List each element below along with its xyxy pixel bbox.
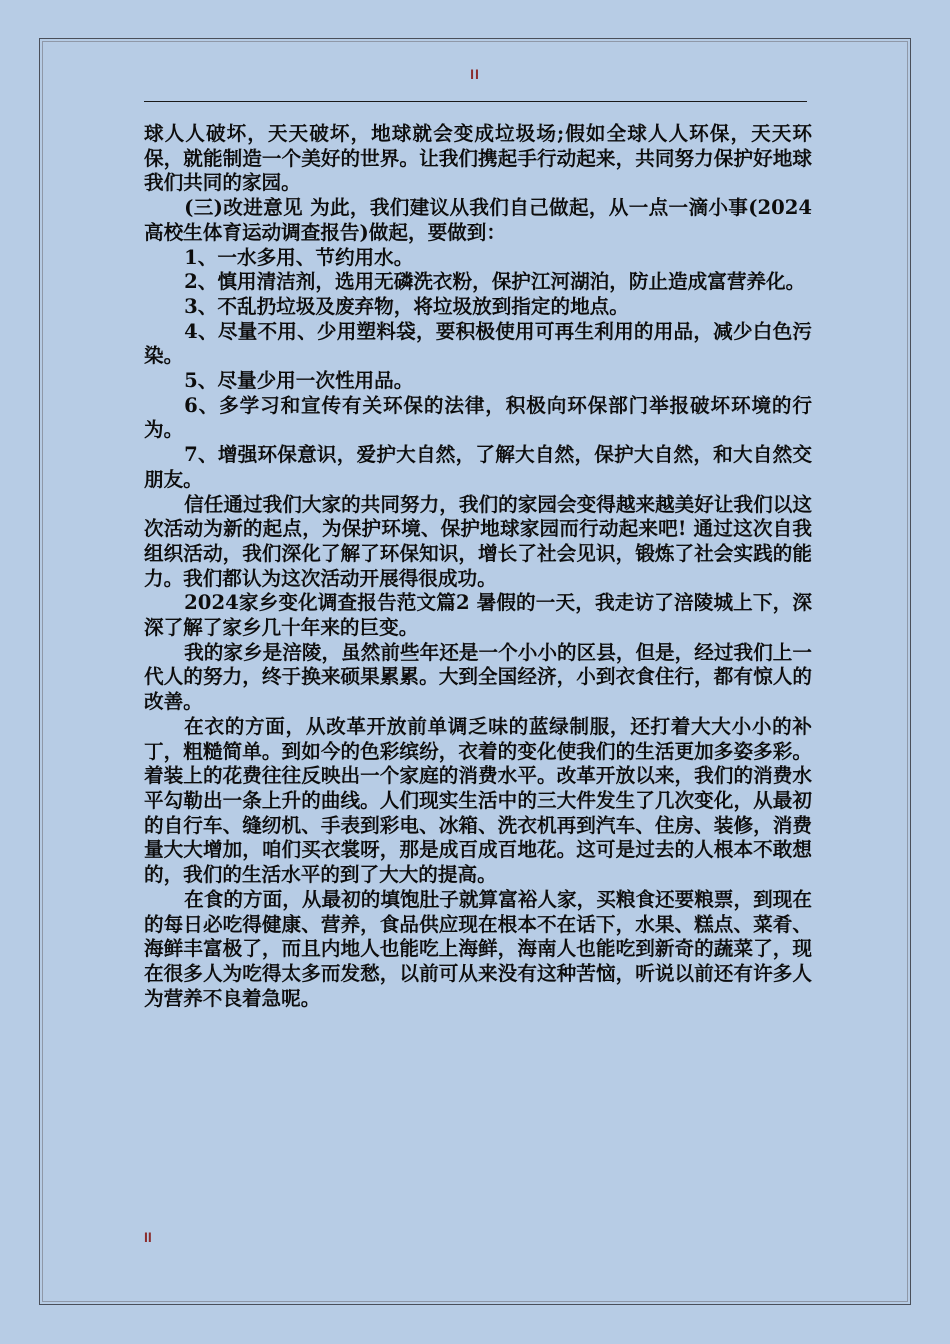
paragraph: 我的家乡是涪陵，虽然前些年还是一个小小的区县，但是，经过我们上一代人的努力，终于换来硕果累累。大到全国经济，小到衣食住行，都有惊人的改善。 [144,640,812,714]
list-item: 6、多学习和宣传有关环保的法律，积极向环保部门举报破坏环境的行为。 [144,393,812,442]
list-item: 2、慎用清洁剂，选用无磷洗衣粉，保护江河湖泊，防止造成富营养化。 [184,270,806,294]
header-mark: II [470,66,480,82]
list-item: 7、增强环保意识，爱护大自然，了解大自然，保护大自然，和大自然交朋友。 [144,443,812,491]
document-body [144,122,812,1011]
header-divider [144,101,807,102]
list-item: 1、一水多用、节约用水。 [184,245,414,269]
paragraph: 球人人破坏，天天破坏，地球就会变成垃圾场;假如全球人人环保，天天环保，就能制造一个美好的世界。让我们携起手行动起来，共同努力保护好地球 我们共同的家园。 [144,122,812,195]
list-item: 4、尽量不用、少用塑料袋，要积极使用可再生利用的用品，减少白色污染。 [144,319,812,368]
paragraph: (三)改进意见 为此，我们建议从我们自己做起，从一点一滴小事(2024高校生体育运动调查报告)做起，要做到： [144,196,812,244]
list-item: 5、尽量少用一次性用品。 [184,369,414,393]
paragraph: 在食的方面，从最初的填饱肚子就算富裕人家，买粮食还要粮票，到现在的每日必吃得健康、营养，食品供应现在根本不在话下，水果、糕点、菜肴、海鲜丰富极了，而且内地人也能吃上海鲜，海南人也能吃到新奇的蔬菜了，现在很多人为吃得太多而发愁，以前可从来没有这种苦恼，听说以前还有许多人为营养不良着急呢。 [144,887,812,1010]
paragraph: 2024家乡变化调查报告范文篇2 暑假的一天，我走访了涪陵城上下，深深了解了家乡几十年来的巨变。 [144,591,812,640]
list-item: 3、不乱扔垃圾及废弃物，将垃圾放到指定的地点。 [184,294,629,318]
footer-mark: II [144,1229,152,1245]
paragraph: 信任通过我们大家的共同努力，我们的家园会变得越来越美好让我们以这次活动为新的起点，为保护环境、保护地球家园而行动起来吧! 通过这次自我组织活动，我们深化了解了环保知识，增长了社会见识，锻炼了社会实践的能力。我们都认为这次活动开展得很成功。 [144,492,812,590]
paragraph: 在衣的方面，从改革开放前单调乏味的蓝绿制服，还打着大大小小的补丁，粗糙简单。到如今的色彩缤纷，衣着的变化使我们的生活更加多姿多彩。着装上的花费往往反映出一个家庭的消费水平。改革开放以来，我们的消费水平勾勒出一条上升的曲线。人们现实生活中的三大件发生了几次变化，从最初的自行车、缝纫机、手表到彩电、冰箱、洗衣机再到汽车、住房、装修，消费量大大增加，咱们买衣裳呀，那是成百成百地花。这可是过去的人根本不敢想的，我们的生活水平的到了大大的提高。 [144,714,812,887]
